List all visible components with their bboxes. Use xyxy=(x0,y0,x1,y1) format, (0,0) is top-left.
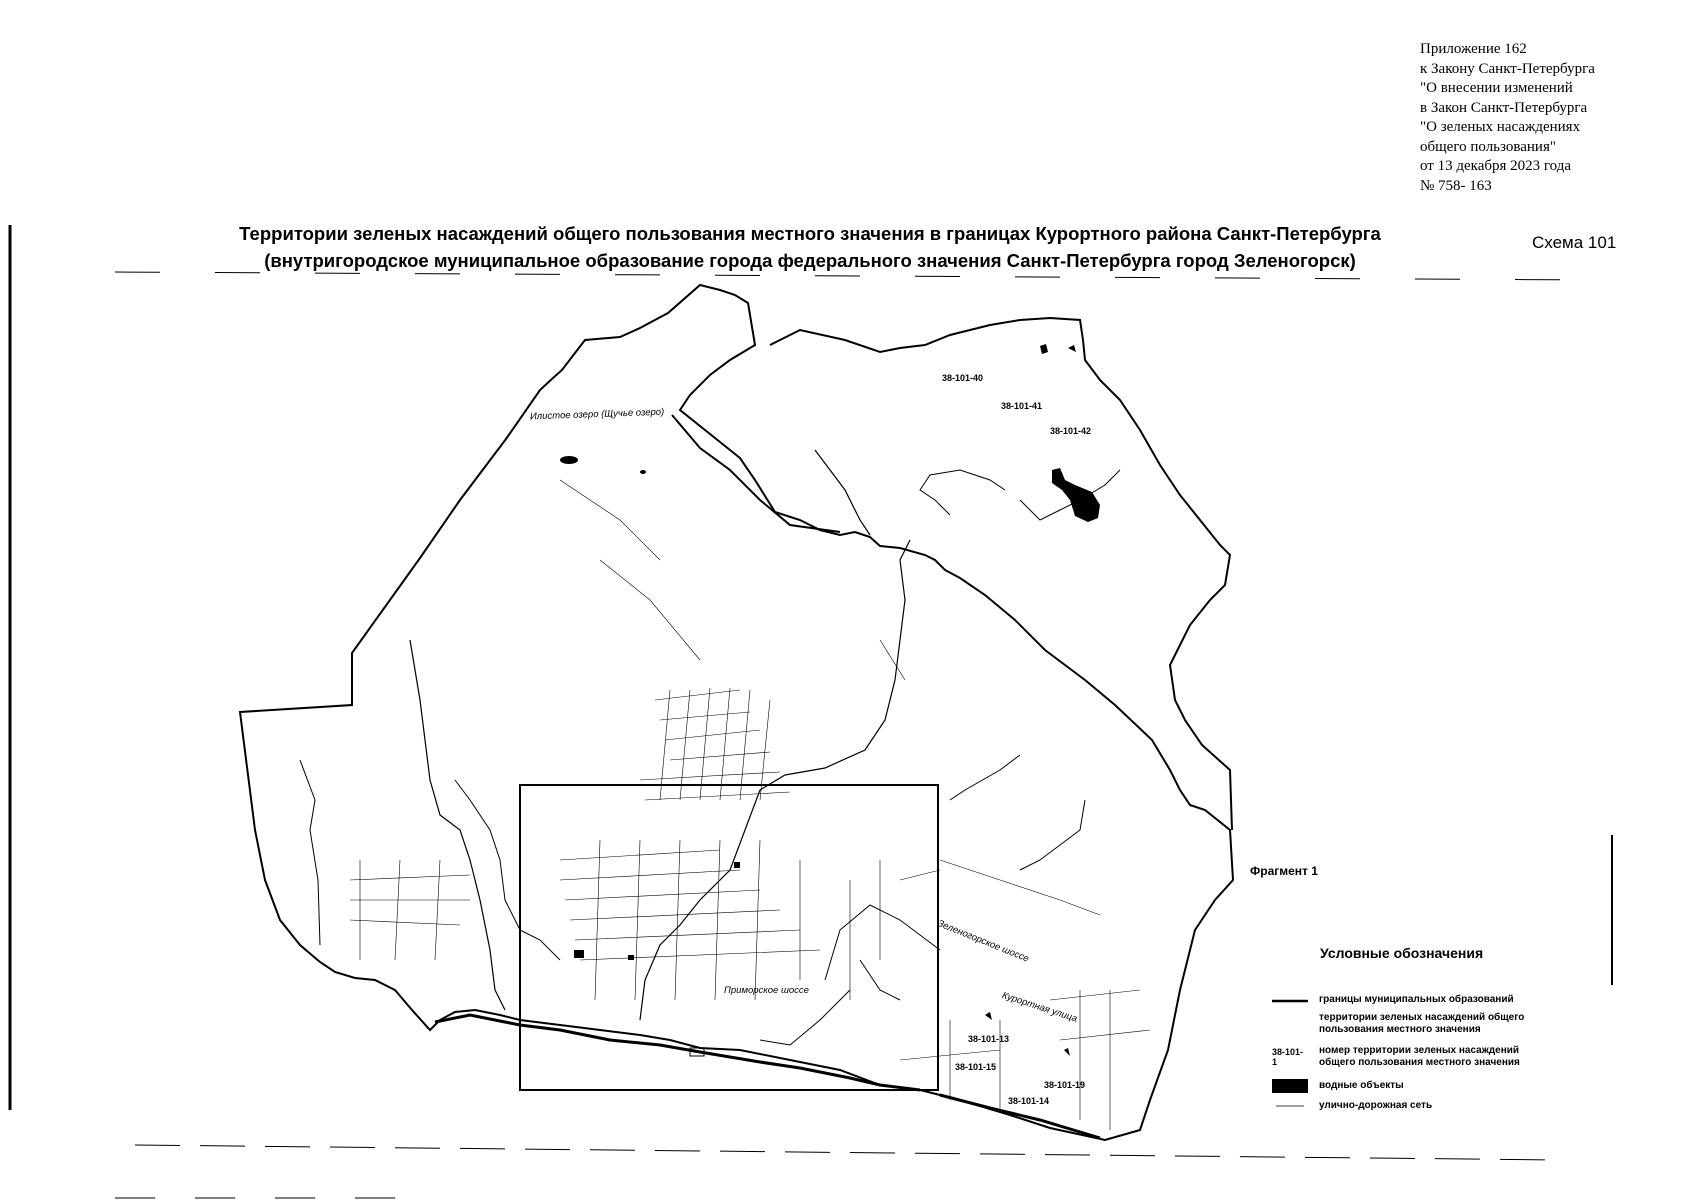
legend-text: территории зеленых насаждений общего пользования местного значения xyxy=(1319,1012,1525,1035)
legend-text: водные объекты xyxy=(1319,1080,1404,1091)
annex-line: от 13 декабря 2023 года xyxy=(1420,158,1572,174)
stream xyxy=(920,470,1020,800)
water-body xyxy=(1040,344,1076,354)
stream xyxy=(825,800,1085,1000)
stream xyxy=(455,780,850,1045)
boundary-west xyxy=(240,285,1233,1140)
map-title-line1: Территории зеленых насаждений общего пользования местного значения в границах Курортного района Санкт-Петербурга xyxy=(239,223,1381,244)
territory-number: 38-101-42 xyxy=(1050,426,1092,436)
territory-number: 38-101-14 xyxy=(1008,1096,1050,1106)
territory-number: 38-101-19 xyxy=(1044,1080,1086,1090)
water-body xyxy=(628,955,634,960)
annex-line: в Закон Санкт-Петербурга xyxy=(1420,99,1588,116)
water-body xyxy=(1052,468,1100,522)
legend-title: Условные обозначения xyxy=(1320,945,1484,961)
street-network xyxy=(350,480,1150,1130)
legend-text: улично-дорожная сеть xyxy=(1319,1100,1433,1111)
boundary-east xyxy=(770,318,1232,830)
shoreline xyxy=(435,1015,920,1090)
map-title-line2: (внутригородское муниципальное образование города федерального значения Санкт-Петербурга город Зеленогорск) xyxy=(264,250,1356,271)
stream xyxy=(300,470,1120,945)
legend-text: номер территории зеленых насаждений общего пользования местного значения xyxy=(1319,1045,1520,1068)
boundary-inner xyxy=(672,415,840,532)
territory-number: 38-101-13 xyxy=(968,1034,1010,1044)
legend-item-territory-number xyxy=(1272,1045,1572,1075)
legend-symbol-number: 38-101-1 xyxy=(1272,1047,1304,1067)
scheme-label: Схема 101 xyxy=(1532,233,1617,252)
legend-text: границы муниципальных образований xyxy=(1319,994,1514,1005)
legend-item-roads xyxy=(1272,1100,1572,1130)
annex-line: к Закону Санкт-Петербурга xyxy=(1420,60,1595,77)
water-body xyxy=(734,862,740,868)
lake-label: Илистое озеро (Щучье озеро) xyxy=(529,406,665,423)
annex-line: "О внесении изменений xyxy=(1420,80,1573,96)
legend-item-green-territory xyxy=(1272,1012,1572,1042)
road-label-zelenogorskoe: Зеленогорское шоссе xyxy=(935,918,1031,965)
territory-number: 38-101-15 xyxy=(955,1062,997,1072)
annex-line: № 758- 163 xyxy=(1420,177,1492,194)
header-rule xyxy=(115,272,1600,280)
stream xyxy=(640,450,910,1020)
water-body xyxy=(560,456,578,464)
road-label-kurortnaya: Курортная улица xyxy=(1000,990,1079,1025)
stream xyxy=(410,640,505,1010)
territory-number: 38-101-41 xyxy=(1001,401,1043,411)
annex-line: "О зеленых насаждениях xyxy=(1420,119,1581,135)
territory-number: 38-101-40 xyxy=(942,373,984,383)
water-body xyxy=(574,950,584,958)
fragment-label: Фрагмент 1 xyxy=(1250,864,1318,878)
fragment-frame xyxy=(520,785,938,1090)
road-label-primorskoe: Приморское шоссе xyxy=(724,985,809,996)
annex-line: Приложение 162 xyxy=(1420,41,1527,57)
water-body xyxy=(640,470,646,474)
footer-rule xyxy=(135,1145,1560,1160)
annex-line: общего пользования" xyxy=(1420,138,1556,155)
